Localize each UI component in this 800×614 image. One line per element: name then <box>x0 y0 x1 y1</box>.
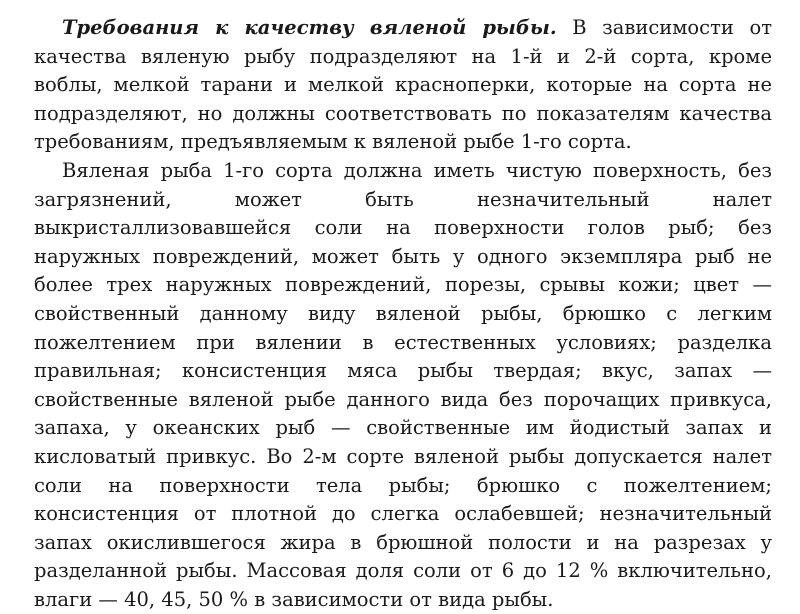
paragraph-quality-requirements <box>34 14 772 157</box>
paragraph-grade-specs <box>34 157 772 614</box>
paragraph-text: Вяленая рыба 1-го сорта должна иметь чистую поверхность, без загрязнений, может быть незначительный налет выкристаллизовавшейся соли на поверхности голов рыб; без наружных повреждений, может быть у одного экземпляра рыб не более трех наружных повреждений, порезы, срывы кожи; цвет — свойственный данному виду вяленой рыбы, брюшко с легким пожелтением при вялении в естественных условиях; разделка правильная; консистенция мяса рыбы твердая; вкус, запах — свойственные вяленой рыбе данного вида без порочащих привкуса, запаха, у океанских рыб — свойственные им йодистый запах и кисловатый привкус. Во 2-м сорте вяленой рыбы допускается налет соли на поверхности тела рыбы; брюшко с пожелтением; консистенция от плотной до слегка ослабевшей; незначительный запах окислившегося жира в брюшной полости и на разрезах у разделанной рыбы. Массовая доля соли от 6 до 12 % включительно, влаги — 40, 45, 50 % в зависимости от вида рыбы. <box>34 158 772 611</box>
section-heading: Требования к качеству вяленой рыбы. <box>62 16 557 39</box>
document-page <box>34 14 772 614</box>
paragraph-text: В зависимости от качества вяленую рыбу подразделяют на 1-й и 2-й сорта, кроме воблы, мелкой тарани и мелкой красноперки, которые на сорта не подразделяют, но должны соответствовать по показателям качества требованиям, предъявляемым к вяленой рыбе 1-го сорта. <box>34 16 772 154</box>
